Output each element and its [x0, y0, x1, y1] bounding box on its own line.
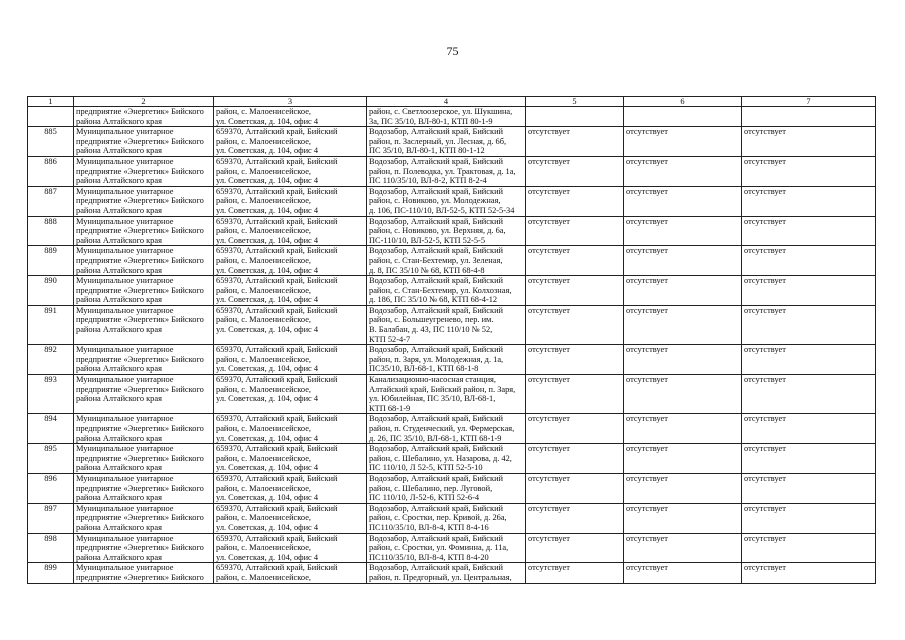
cell-line: район, п. Заслерный, ул. Лесная, д. 6б,: [369, 136, 507, 146]
status-cell: отсутствует: [526, 444, 624, 474]
cell-line: район, с. Большеугренево, пер. им.: [369, 315, 494, 325]
registry-table: [27, 96, 876, 584]
cell-line: предприятие «Энергетик» Бийского: [76, 513, 204, 523]
status-cell: отсутствует: [526, 156, 624, 186]
cell-line: ул. Советская, д. 104, офис 4: [216, 116, 319, 126]
org-address-cell: [214, 375, 367, 414]
organization-cell: [74, 186, 214, 216]
table-row: [28, 127, 876, 157]
cell-line: района Алтайского края: [76, 433, 162, 443]
cell-line: район, п. Заря, ул. Молодежная, д. 1а,: [369, 354, 504, 364]
cell-line: Водозабор, Алтайский край, Бийский: [369, 305, 504, 315]
object-address-cell: [367, 345, 526, 375]
cell-line: Водозабор, Алтайский край, Бийский: [369, 414, 504, 424]
cell-line: Муниципальное унитарное: [76, 156, 174, 166]
status-cell: отсутствует: [624, 444, 742, 474]
cell-line: район, п. Студенческий, ул. Фермерская,: [369, 424, 515, 433]
cell-line: район, с. Малоенисейское,: [216, 513, 312, 523]
cell-line: ул. Советская, д. 104, офис 4: [216, 146, 319, 156]
organization-cell: [74, 276, 214, 306]
cell-line: ул. Советская, д. 104, офис 4: [216, 235, 319, 245]
cell-line: Водозабор, Алтайский край, Бийский: [369, 444, 504, 454]
org-address-cell: [214, 345, 367, 375]
object-address-cell: [367, 186, 526, 216]
org-address-cell: [214, 107, 367, 127]
cell-line: район, с. Малоенисейское,: [216, 483, 312, 493]
status-cell: отсутствует: [742, 345, 876, 375]
cell-line: район, п. Полеводка, ул. Трактовая, д. 1а,: [369, 166, 516, 176]
cell-line: района Алтайского края: [76, 364, 162, 374]
cell-line: д. 186, ПС 35/10 № 68, КТП 68-4-12: [369, 295, 498, 305]
cell-line: Муниципальное унитарное: [76, 216, 174, 226]
status-cell: отсутствует: [742, 246, 876, 276]
cell-line: 3а, ПС 35/10, ВЛ-80-1, КТП 80-1-9: [369, 116, 493, 126]
status-cell: отсутствует: [624, 375, 742, 414]
column-header: 6: [624, 97, 742, 107]
cell-line: д. 26, ПС 35/10, ВЛ-68-1, КТП 68-1-9: [369, 433, 502, 443]
cell-line: ул. Советская, д. 104, офис 4: [216, 433, 319, 443]
status-cell: отсутствует: [624, 186, 742, 216]
cell-line: район, с. Малоенисейское,: [216, 166, 312, 176]
row-number: 896: [28, 473, 74, 503]
cell-line: Муниципальное унитарное: [76, 563, 174, 573]
cell-line: Водозабор, Алтайский край, Бийский: [369, 127, 504, 137]
cell-line: ул. Советская, д. 104, офис 4: [216, 394, 319, 404]
org-address-cell: [214, 533, 367, 563]
status-cell: отсутствует: [526, 503, 624, 533]
column-header: 7: [742, 97, 876, 107]
status-cell: отсутствует: [742, 156, 876, 186]
cell-line: Муниципальное унитарное: [76, 276, 174, 286]
status-cell: отсутствует: [624, 305, 742, 344]
cell-line: района Алтайского края: [76, 116, 162, 126]
cell-line: ул. Советская, д. 104, офис 4: [216, 493, 319, 503]
row-number: 892: [28, 345, 74, 375]
column-header: 5: [526, 97, 624, 107]
status-cell: [742, 107, 876, 127]
cell-line: 659370, Алтайский край, Бийский: [216, 246, 338, 256]
object-address-cell: [367, 246, 526, 276]
cell-line: предприятие «Энергетик» Бийского: [76, 384, 204, 394]
status-cell: отсутствует: [742, 127, 876, 157]
org-address-cell: [214, 246, 367, 276]
cell-line: ПС110/35/10, ВЛ-8-4, КТП 8-4-16: [369, 522, 489, 532]
cell-line: район, с. Малоенисейское,: [216, 384, 312, 394]
status-cell: отсутствует: [526, 186, 624, 216]
cell-line: Муниципальное унитарное: [76, 345, 174, 355]
org-address-cell: [214, 156, 367, 186]
cell-line: Водозабор, Алтайский край, Бийский: [369, 345, 504, 355]
cell-line: район, с. Малоенисейское,: [216, 285, 312, 295]
cell-line: КТП 68-1-9: [369, 403, 411, 413]
organization-cell: [74, 533, 214, 563]
cell-line: район, с. Малоенисейское,: [216, 354, 312, 364]
cell-line: ул. Советская, д. 104, офис 4: [216, 463, 319, 473]
cell-line: ПС-110/10, ВЛ-52-5, КТП 52-5-5: [369, 235, 486, 245]
cell-line: предприятие «Энергетик» Бийского: [76, 543, 204, 553]
status-cell: отсутствует: [526, 345, 624, 375]
cell-line: район, с. Малоенисейское,: [216, 453, 312, 463]
table-body: [28, 107, 876, 584]
row-number: 888: [28, 216, 74, 246]
cell-line: 659370, Алтайский край, Бийский: [216, 276, 338, 286]
cell-line: предприятие «Энергетик» Бийского: [76, 285, 204, 295]
status-cell: отсутствует: [526, 533, 624, 563]
cell-line: район, с. Стан-Бехтемир, ул. Колхозная,: [369, 285, 512, 295]
row-number: 891: [28, 305, 74, 344]
cell-line: предприятие «Энергетик» Бийского: [76, 424, 204, 433]
cell-line: предприятие «Энергетик» Бийского: [76, 572, 204, 582]
status-cell: отсутствует: [624, 127, 742, 157]
org-address-cell: [214, 305, 367, 344]
cell-line: предприятие «Энергетик» Бийского: [76, 136, 204, 146]
row-number: 898: [28, 533, 74, 563]
cell-line: ПС 110/10, Л 52-5, КТП 52-5-10: [369, 463, 483, 473]
cell-line: ПС 110/35/10, ВЛ-8-2, КТП 8-2-4: [369, 176, 487, 186]
status-cell: [526, 107, 624, 127]
table-row: [28, 156, 876, 186]
object-address-cell: [367, 375, 526, 414]
cell-line: КТП 52-4-7: [369, 334, 411, 344]
cell-line: 659370, Алтайский край, Бийский: [216, 414, 338, 424]
cell-line: района Алтайского края: [76, 394, 162, 404]
cell-line: район, с. Малоенисейское,: [216, 255, 312, 265]
cell-line: района Алтайского края: [76, 463, 162, 473]
organization-cell: [74, 375, 214, 414]
organization-cell: [74, 127, 214, 157]
cell-line: ул. Советская, д. 104, офис 4: [216, 205, 319, 215]
organization-cell: [74, 305, 214, 344]
cell-line: район, с. Новиково, ул. Верхняя, д. 6а,: [369, 226, 506, 236]
cell-line: 659370, Алтайский край, Бийский: [216, 127, 338, 137]
cell-line: Муниципальное унитарное: [76, 375, 174, 385]
cell-line: ул. Советская, д. 104, офис 4: [216, 522, 319, 532]
status-cell: отсутствует: [742, 375, 876, 414]
cell-line: район, с. Малоенисейское,: [216, 543, 312, 553]
cell-line: ул. Советская, д. 104, офис 4: [216, 295, 319, 305]
cell-line: района Алтайского края: [76, 235, 162, 245]
status-cell: отсутствует: [526, 414, 624, 444]
cell-line: район, с. Стан-Бехтемир, ул. Зеленая,: [369, 255, 503, 265]
cell-line: Водозабор, Алтайский край, Бийский: [369, 246, 504, 256]
status-cell: отсутствует: [624, 156, 742, 186]
cell-line: предприятие «Энергетик» Бийского: [76, 354, 204, 364]
organization-cell: [74, 414, 214, 444]
cell-line: Муниципальное унитарное: [76, 414, 174, 424]
cell-line: предприятие «Энергетик» Бийского: [76, 453, 204, 463]
status-cell: отсутствует: [624, 276, 742, 306]
cell-line: район, с. Шебалино, ул. Назарова, д. 42,: [369, 453, 512, 463]
table-row: [28, 216, 876, 246]
cell-line: предприятие «Энергетик» Бийского: [76, 107, 204, 116]
cell-line: района Алтайского края: [76, 176, 162, 186]
status-cell: отсутствует: [624, 414, 742, 444]
table-row: [28, 246, 876, 276]
organization-cell: [74, 503, 214, 533]
org-address-cell: [214, 414, 367, 444]
org-address-cell: [214, 503, 367, 533]
org-address-cell: [214, 444, 367, 474]
status-cell: отсутствует: [526, 563, 624, 583]
cell-line: район, с. Светлоозерское, ул. Шукшина,: [369, 107, 513, 116]
cell-line: ул. Советская, д. 104, офис 4: [216, 552, 319, 562]
row-number: 897: [28, 503, 74, 533]
status-cell: отсутствует: [742, 276, 876, 306]
status-cell: отсутствует: [526, 216, 624, 246]
status-cell: отсутствует: [624, 563, 742, 583]
organization-cell: [74, 107, 214, 127]
row-number: 890: [28, 276, 74, 306]
cell-line: район, с. Малоенисейское,: [216, 315, 312, 325]
organization-cell: [74, 444, 214, 474]
org-address-cell: [214, 186, 367, 216]
cell-line: района Алтайского края: [76, 493, 162, 503]
status-cell: отсутствует: [624, 533, 742, 563]
cell-line: ПС 35/10, ВЛ-80-1, КТП 80-1-12: [369, 146, 485, 156]
status-cell: отсутствует: [742, 216, 876, 246]
object-address-cell: [367, 127, 526, 157]
status-cell: отсутствует: [526, 276, 624, 306]
cell-line: ул. Советская, д. 104, офис 4: [216, 265, 319, 275]
status-cell: отсутствует: [526, 473, 624, 503]
cell-line: В. Балабан, д. 43, ПС 110/10 № 52,: [369, 325, 493, 335]
org-address-cell: [214, 276, 367, 306]
table-row: [28, 473, 876, 503]
page-number: 75: [446, 44, 459, 58]
status-cell: отсутствует: [742, 503, 876, 533]
table-row: [28, 345, 876, 375]
status-cell: отсутствует: [624, 216, 742, 246]
cell-line: Муниципальное унитарное: [76, 305, 174, 315]
cell-line: 659370, Алтайский край, Бийский: [216, 533, 338, 543]
object-address-cell: [367, 444, 526, 474]
cell-line: Муниципальное унитарное: [76, 473, 174, 483]
row-number: 887: [28, 186, 74, 216]
object-address-cell: [367, 414, 526, 444]
cell-line: предприятие «Энергетик» Бийского: [76, 255, 204, 265]
column-header: 1: [28, 97, 74, 107]
cell-line: Муниципальное унитарное: [76, 503, 174, 513]
table-row: [28, 563, 876, 583]
organization-cell: [74, 156, 214, 186]
cell-line: район, с. Малоенисейское,: [216, 196, 312, 206]
cell-line: Водозабор, Алтайский край, Бийский: [369, 216, 504, 226]
cell-line: предприятие «Энергетик» Бийского: [76, 315, 204, 325]
status-cell: [624, 107, 742, 127]
cell-line: район, с. Сростки, пер. Кривой, д. 26а,: [369, 513, 507, 523]
status-cell: отсутствует: [742, 186, 876, 216]
cell-line: Водозабор, Алтайский край, Бийский: [369, 473, 504, 483]
table-row: [28, 414, 876, 444]
row-number: 899: [28, 563, 74, 583]
object-address-cell: [367, 473, 526, 503]
status-cell: отсутствует: [526, 127, 624, 157]
org-address-cell: [214, 127, 367, 157]
status-cell: отсутствует: [742, 533, 876, 563]
cell-line: район, с. Сростки, ул. Фоминна, д. 11а,: [369, 543, 509, 553]
cell-line: район, с. Малоенисейское,: [216, 424, 312, 433]
row-number: 895: [28, 444, 74, 474]
cell-line: района Алтайского края: [76, 146, 162, 156]
object-address-cell: [367, 533, 526, 563]
column-header: 3: [214, 97, 367, 107]
status-cell: отсутствует: [742, 414, 876, 444]
cell-line: 659370, Алтайский край, Бийский: [216, 345, 338, 355]
cell-line: район, с. Малоенисейское,: [216, 107, 312, 116]
cell-line: Водозабор, Алтайский край, Бийский: [369, 276, 504, 286]
row-number: 885: [28, 127, 74, 157]
cell-line: предприятие «Энергетик» Бийского: [76, 483, 204, 493]
status-cell: отсутствует: [526, 375, 624, 414]
cell-line: 659370, Алтайский край, Бийский: [216, 156, 338, 166]
table-row: [28, 503, 876, 533]
cell-line: Алтайский край, Бийский район, п. Заря,: [369, 384, 516, 394]
org-address-cell: [214, 473, 367, 503]
cell-line: ул. Советская, д. 104, офис 4: [216, 325, 319, 335]
cell-line: ПС110/35/10, ВЛ-8-4, КТП 8-4-20: [369, 552, 489, 562]
cell-line: района Алтайского края: [76, 295, 162, 305]
table-row: [28, 107, 876, 127]
cell-line: ул. Советская, д. 104, офис 4: [216, 364, 319, 374]
status-cell: отсутствует: [624, 503, 742, 533]
row-number: [28, 107, 74, 127]
cell-line: района Алтайского края: [76, 552, 162, 562]
cell-line: 659370, Алтайский край, Бийский: [216, 216, 338, 226]
column-header: 2: [74, 97, 214, 107]
cell-line: предприятие «Энергетик» Бийского: [76, 226, 204, 236]
object-address-cell: [367, 216, 526, 246]
cell-line: район, с. Малоенисейское,: [216, 226, 312, 236]
cell-line: 659370, Алтайский край, Бийский: [216, 444, 338, 454]
cell-line: ПС35/10, ВЛ-68-1, КТП 68-1-8: [369, 364, 479, 374]
cell-line: 659370, Алтайский край, Бийский: [216, 503, 338, 513]
table-row: [28, 533, 876, 563]
status-cell: отсутствует: [742, 305, 876, 344]
cell-line: 659370, Алтайский край, Бийский: [216, 186, 338, 196]
organization-cell: [74, 345, 214, 375]
cell-line: Водозабор, Алтайский край, Бийский: [369, 186, 504, 196]
cell-line: района Алтайского края: [76, 265, 162, 275]
table-row: [28, 375, 876, 414]
status-cell: отсутствует: [624, 345, 742, 375]
cell-line: район, с. Малоенисейское,: [216, 572, 312, 582]
status-cell: отсутствует: [526, 305, 624, 344]
cell-line: д. 8, ПС 35/10 № 68, КТП 68-4-8: [369, 265, 485, 275]
cell-line: 659370, Алтайский край, Бийский: [216, 375, 338, 385]
cell-line: Водозабор, Алтайский край, Бийский: [369, 533, 504, 543]
cell-line: ул. Юбилейная, ПС 35/10, ВЛ-68-1,: [369, 394, 496, 404]
object-address-cell: [367, 276, 526, 306]
column-header: 4: [367, 97, 526, 107]
cell-line: Канализационно-насосная станция,: [369, 375, 497, 385]
cell-line: район, с. Малоенисейское,: [216, 136, 312, 146]
row-number: 894: [28, 414, 74, 444]
cell-line: ПС 110/10, Л-52-6, КТП 52-6-4: [369, 493, 480, 503]
organization-cell: [74, 563, 214, 583]
cell-line: предприятие «Энергетик» Бийского: [76, 166, 204, 176]
row-number: 886: [28, 156, 74, 186]
cell-line: района Алтайского края: [76, 325, 162, 335]
row-number: 889: [28, 246, 74, 276]
cell-line: д. 106, ПС-110/10, ВЛ-52-5, КТП 52-5-34: [369, 205, 515, 215]
organization-cell: [74, 246, 214, 276]
status-cell: отсутствует: [526, 246, 624, 276]
table-row: [28, 186, 876, 216]
cell-line: 659370, Алтайский край, Бийский: [216, 563, 338, 573]
cell-line: Муниципальное унитарное: [76, 444, 174, 454]
column-number-row: [28, 97, 876, 107]
object-address-cell: [367, 107, 526, 127]
status-cell: отсутствует: [742, 473, 876, 503]
cell-line: 659370, Алтайский край, Бийский: [216, 473, 338, 483]
object-address-cell: [367, 563, 526, 583]
cell-line: 659370, Алтайский край, Бийский: [216, 305, 338, 315]
status-cell: отсутствует: [742, 444, 876, 474]
cell-line: района Алтайского края: [76, 522, 162, 532]
status-cell: отсутствует: [742, 563, 876, 583]
cell-line: район, с. Новиково, ул. Молодежная,: [369, 196, 501, 206]
org-address-cell: [214, 563, 367, 583]
row-number: 893: [28, 375, 74, 414]
org-address-cell: [214, 216, 367, 246]
status-cell: отсутствует: [624, 473, 742, 503]
cell-line: района Алтайского края: [76, 205, 162, 215]
cell-line: Водозабор, Алтайский край, Бийский: [369, 156, 504, 166]
object-address-cell: [367, 503, 526, 533]
cell-line: Муниципальное унитарное: [76, 533, 174, 543]
table-row: [28, 444, 876, 474]
object-address-cell: [367, 305, 526, 344]
organization-cell: [74, 216, 214, 246]
table-row: [28, 276, 876, 306]
cell-line: район, п. Предгорный, ул. Центральная,: [369, 572, 512, 582]
organization-cell: [74, 473, 214, 503]
cell-line: Муниципальное унитарное: [76, 186, 174, 196]
cell-line: Водозабор, Алтайский край, Бийский: [369, 503, 504, 513]
cell-line: предприятие «Энергетик» Бийского: [76, 196, 204, 206]
cell-line: ул. Советская, д. 104, офис 4: [216, 176, 319, 186]
object-address-cell: [367, 156, 526, 186]
cell-line: Муниципальное унитарное: [76, 127, 174, 137]
cell-line: район, с. Шебалино, пер. Луговой,: [369, 483, 493, 493]
cell-line: Муниципальное унитарное: [76, 246, 174, 256]
status-cell: отсутствует: [624, 246, 742, 276]
cell-line: Водозабор, Алтайский край, Бийский: [369, 563, 504, 573]
table-row: [28, 305, 876, 344]
